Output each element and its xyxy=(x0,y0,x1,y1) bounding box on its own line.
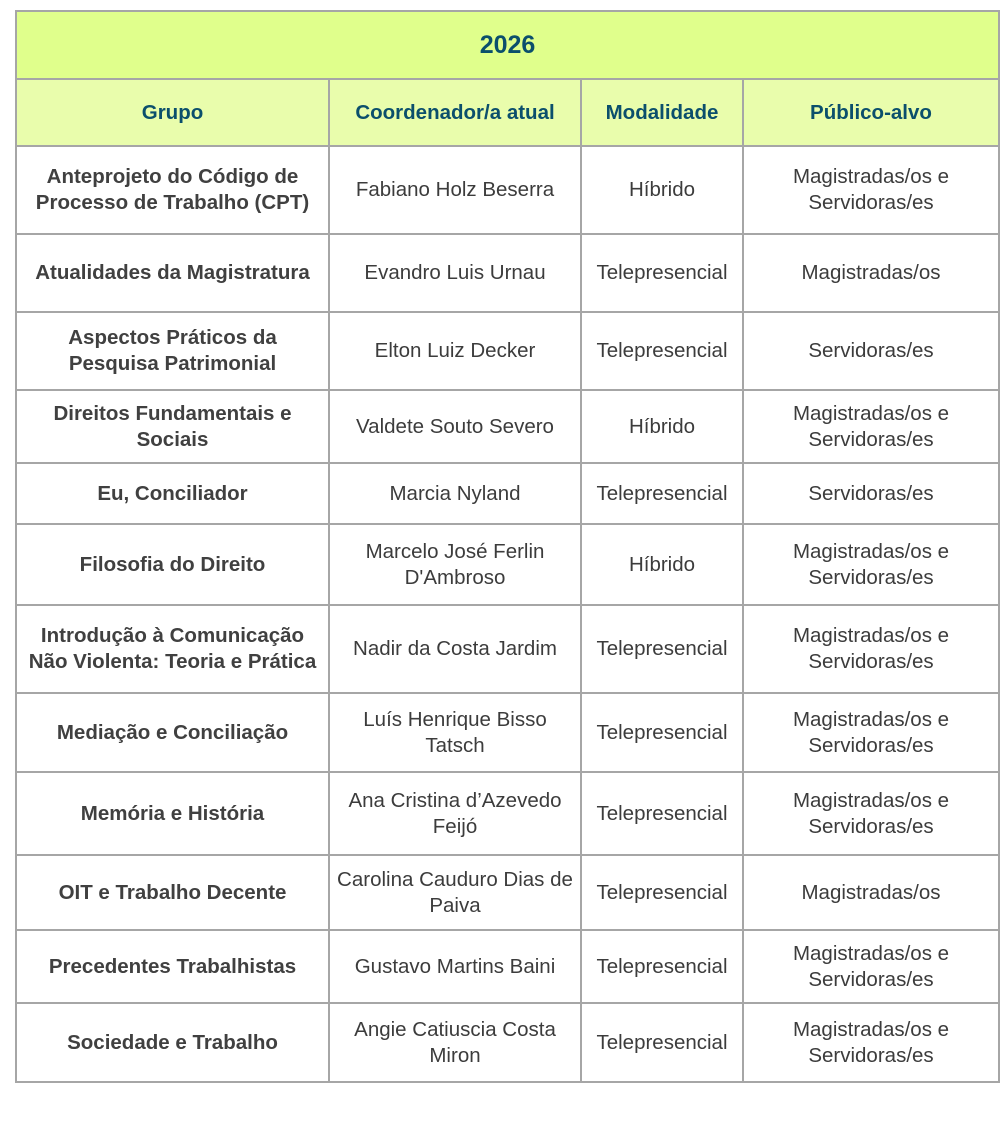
cell-publico-alvo: Magistradas/os e Servidoras/es xyxy=(743,146,999,234)
cell-grupo: Introdução à Comunicação Não Violenta: Teoria e Prática xyxy=(16,605,329,693)
cell-coordenador: Carolina Cauduro Dias de Paiva xyxy=(329,855,581,930)
table-row xyxy=(16,524,999,605)
cell-publico-alvo: Magistradas/os e Servidoras/es xyxy=(743,930,999,1003)
cell-publico-alvo: Magistradas/os e Servidoras/es xyxy=(743,693,999,772)
cell-coordenador: Ana Cristina d’Azevedo Feijó xyxy=(329,772,581,855)
cell-modalidade: Híbrido xyxy=(581,524,743,605)
cell-publico-alvo: Servidoras/es xyxy=(743,463,999,524)
cell-modalidade: Telepresencial xyxy=(581,1003,743,1082)
cell-coordenador: Marcia Nyland xyxy=(329,463,581,524)
cell-publico-alvo: Magistradas/os e Servidoras/es xyxy=(743,390,999,463)
cell-publico-alvo: Magistradas/os e Servidoras/es xyxy=(743,772,999,855)
cell-coordenador: Nadir da Costa Jardim xyxy=(329,605,581,693)
table-row xyxy=(16,146,999,234)
table-row xyxy=(16,605,999,693)
cell-modalidade: Telepresencial xyxy=(581,855,743,930)
header-grupo: Grupo xyxy=(16,79,329,146)
cell-modalidade: Telepresencial xyxy=(581,312,743,390)
cell-publico-alvo: Magistradas/os xyxy=(743,855,999,930)
cell-grupo: Anteprojeto do Código de Processo de Trabalho (CPT) xyxy=(16,146,329,234)
table-title: 2026 xyxy=(16,11,999,79)
cell-publico-alvo: Magistradas/os e Servidoras/es xyxy=(743,605,999,693)
cell-coordenador: Marcelo José Ferlin D'Ambroso xyxy=(329,524,581,605)
cell-modalidade: Híbrido xyxy=(581,390,743,463)
table-row xyxy=(16,855,999,930)
cell-grupo: Precedentes Trabalhistas xyxy=(16,930,329,1003)
header-coordenador: Coordenador/a atual xyxy=(329,79,581,146)
cell-modalidade: Telepresencial xyxy=(581,772,743,855)
cell-modalidade: Telepresencial xyxy=(581,463,743,524)
cell-grupo: Filosofia do Direito xyxy=(16,524,329,605)
cell-grupo: Atualidades da Magistratura xyxy=(16,234,329,312)
table-row xyxy=(16,463,999,524)
cell-coordenador: Luís Henrique Bisso Tatsch xyxy=(329,693,581,772)
title-row xyxy=(16,11,999,79)
cell-publico-alvo: Servidoras/es xyxy=(743,312,999,390)
table-row xyxy=(16,234,999,312)
cell-grupo: Memória e História xyxy=(16,772,329,855)
table-row xyxy=(16,930,999,1003)
cell-modalidade: Telepresencial xyxy=(581,605,743,693)
cell-coordenador: Valdete Souto Severo xyxy=(329,390,581,463)
header-modalidade: Modalidade xyxy=(581,79,743,146)
cell-grupo: Direitos Fundamentais e Sociais xyxy=(16,390,329,463)
cell-grupo: Sociedade e Trabalho xyxy=(16,1003,329,1082)
cell-coordenador: Evandro Luis Urnau xyxy=(329,234,581,312)
cell-modalidade: Híbrido xyxy=(581,146,743,234)
cell-coordenador: Angie Catiuscia Costa Miron xyxy=(329,1003,581,1082)
cell-coordenador: Elton Luiz Decker xyxy=(329,312,581,390)
table-row xyxy=(16,772,999,855)
cell-modalidade: Telepresencial xyxy=(581,693,743,772)
cell-publico-alvo: Magistradas/os e Servidoras/es xyxy=(743,524,999,605)
table-row xyxy=(16,693,999,772)
header-row xyxy=(16,79,999,146)
cell-grupo: Mediação e Conciliação xyxy=(16,693,329,772)
cell-grupo: Aspectos Práticos da Pesquisa Patrimonial xyxy=(16,312,329,390)
table-row xyxy=(16,1003,999,1082)
cell-publico-alvo: Magistradas/os e Servidoras/es xyxy=(743,1003,999,1082)
cell-grupo: OIT e Trabalho Decente xyxy=(16,855,329,930)
cell-modalidade: Telepresencial xyxy=(581,234,743,312)
cell-modalidade: Telepresencial xyxy=(581,930,743,1003)
cell-grupo: Eu, Conciliador xyxy=(16,463,329,524)
header-publico-alvo: Público-alvo xyxy=(743,79,999,146)
table-row xyxy=(16,390,999,463)
cell-coordenador: Fabiano Holz Beserra xyxy=(329,146,581,234)
table-row xyxy=(16,312,999,390)
cell-coordenador: Gustavo Martins Baini xyxy=(329,930,581,1003)
cell-publico-alvo: Magistradas/os xyxy=(743,234,999,312)
groups-table xyxy=(15,10,1000,1083)
